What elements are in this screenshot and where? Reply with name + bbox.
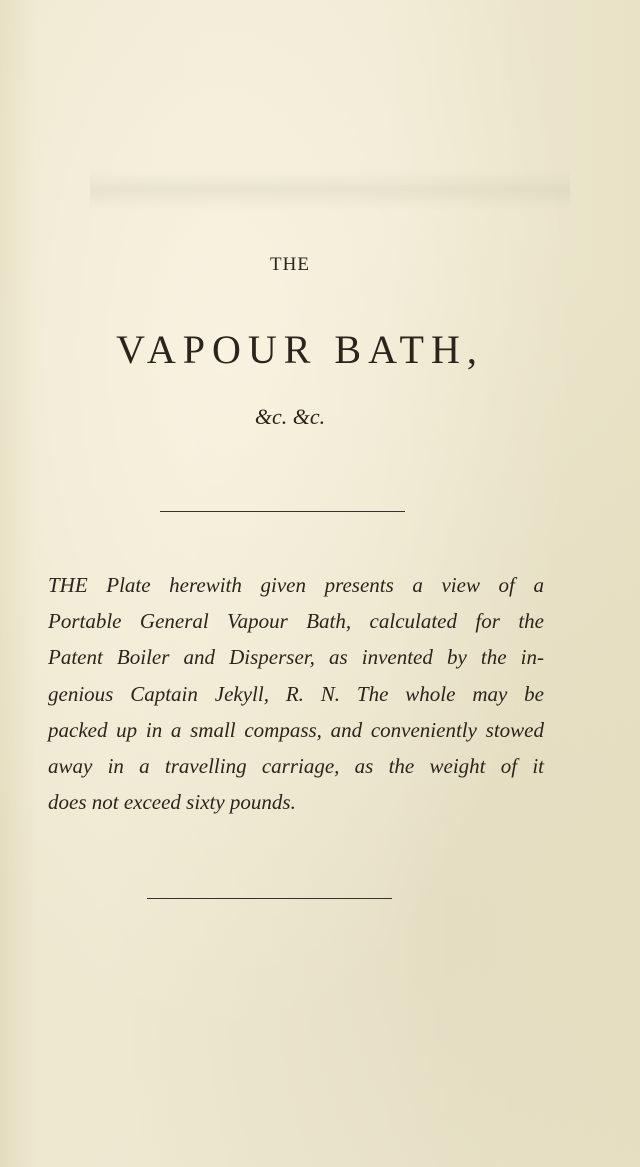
paragraph-line: Portable General Vapour Bath, calculated for the: [48, 609, 544, 634]
paragraph-line: genious Captain Jekyll, R. N. The whole may be: [48, 681, 544, 706]
page-title: VAPOUR BATH,: [116, 327, 484, 372]
ink-bleed-through: [90, 170, 570, 210]
paragraph-line: Patent Boiler and Disperser, as invented by the in-: [48, 645, 544, 670]
heading-etc: &c. &c.: [254, 404, 326, 429]
heading-the: THE: [270, 254, 310, 275]
body-paragraph: [48, 567, 544, 820]
paragraph-line: packed up in a small compass, and conveniently stowed: [48, 717, 544, 742]
bottom-divider-rule: [147, 898, 392, 899]
paragraph-line: THE Plate herewith given presents a view of a: [48, 573, 544, 597]
paragraph-line: away in a travelling carriage, as the weight of it: [48, 754, 544, 779]
top-divider-rule: [160, 511, 405, 512]
paragraph-line: does not exceed sixty pounds.: [48, 790, 296, 815]
